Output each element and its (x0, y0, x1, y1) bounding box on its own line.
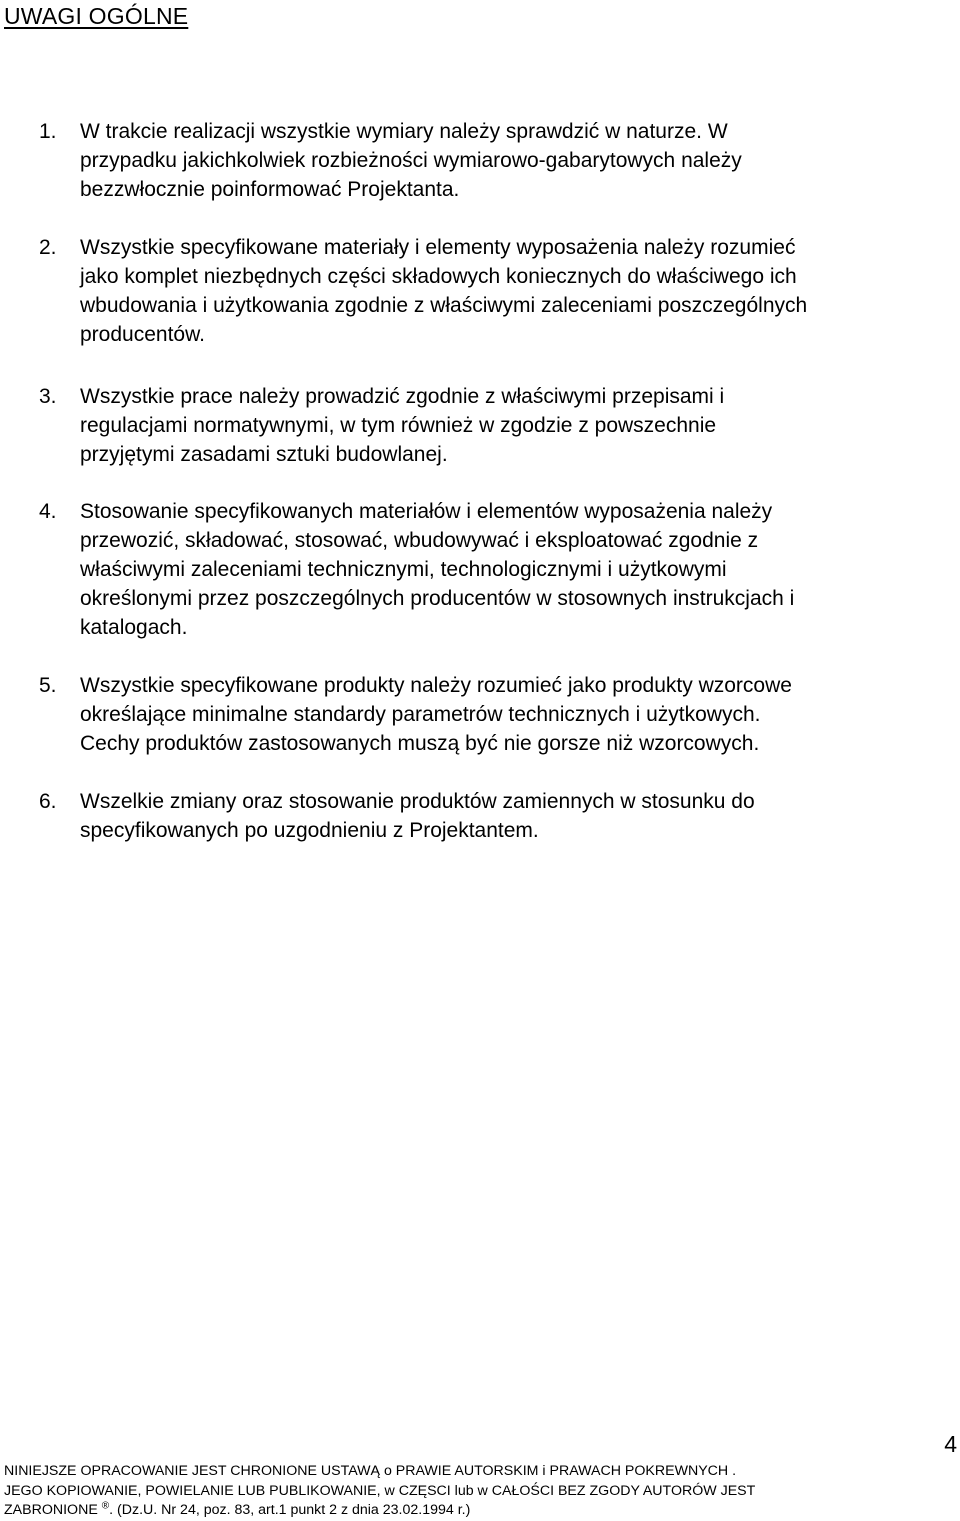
registered-mark: ® (101, 1500, 110, 1512)
item-text: Wszystkie specyfikowane produkty należy rozumieć jako produkty wzorcowe określające minimalne standardy parametrów technicznych i użytkowych. Cechy produktów zastosowanych muszą być nie gorsze niż wzorcowych. (80, 674, 792, 755)
item-number: 6. (39, 790, 57, 813)
item-number: 4. (39, 500, 57, 523)
footer-line-3-end: . (Dz.U. Nr 24, poz. 83, art.1 punkt 2 z dnia 23.02.1994 r.) (109, 1502, 471, 1518)
footer-line-1: NINIEJSZE OPRACOWANIE JEST CHRONIONE USTAWĄ o PRAWIE AUTORSKIM i PRAWACH POKREWNYCH . (4, 1463, 737, 1479)
copyright-footer (4, 1462, 755, 1521)
item-text: Wszelkie zmiany oraz stosowanie produktów zamiennych w stosunku do specyfikowanych po uzgodnieniu z Projektantem. (80, 790, 755, 842)
item-text: Wszystkie specyfikowane materiały i elementy wyposażenia należy rozumieć jako komplet niezbędnych części składowych koniecznych do właściwego ich wbudowania i użytkowania zgodnie z właściwymi zaleceniami poszczególnych producentów. (80, 236, 808, 346)
item-text: W trakcie realizacji wszystkie wymiary należy sprawdzić w naturze. W przypadku jakichkolwiek rozbieżności wymiarowo-gabarytowych należy bezzwłocznie poinformować Projektanta. (80, 120, 742, 201)
page-number: 4 (944, 1431, 957, 1457)
item-number: 2. (39, 236, 57, 259)
footer-line-3 (4, 1501, 755, 1521)
footer-line-2: JEGO KOPIOWANIE, POWIELANIE LUB PUBLIKOWANIE, w CZĘSCI lub w CAŁOŚCI BEZ ZGODY AUTORÓW JEST (4, 1482, 756, 1499)
item-number: 1. (39, 120, 57, 143)
page-title: UWAGI OGÓLNE (4, 3, 189, 29)
item-text: Stosowanie specyfikowanych materiałów i elementów wyposażenia należy przewozić, składować, stosować, wbudowywać i eksploatować zgodnie z właściwymi zaleceniami technicznymi, technologicznymi i użytkowymi określonymi przez poszczególnych producentów w stosownych instrukcjach i katalogach. (80, 500, 795, 639)
item-number: 3. (39, 385, 57, 408)
footer-line-3-start: ZABRONIONE (4, 1502, 102, 1518)
item-text: Wszystkie prace należy prowadzić zgodnie z właściwymi przepisami i regulacjami normatywnymi, w tym również w zgodzie z powszechnie przyjętymi zasadami sztuki budowlanej. (80, 385, 725, 466)
item-number: 5. (39, 674, 57, 697)
